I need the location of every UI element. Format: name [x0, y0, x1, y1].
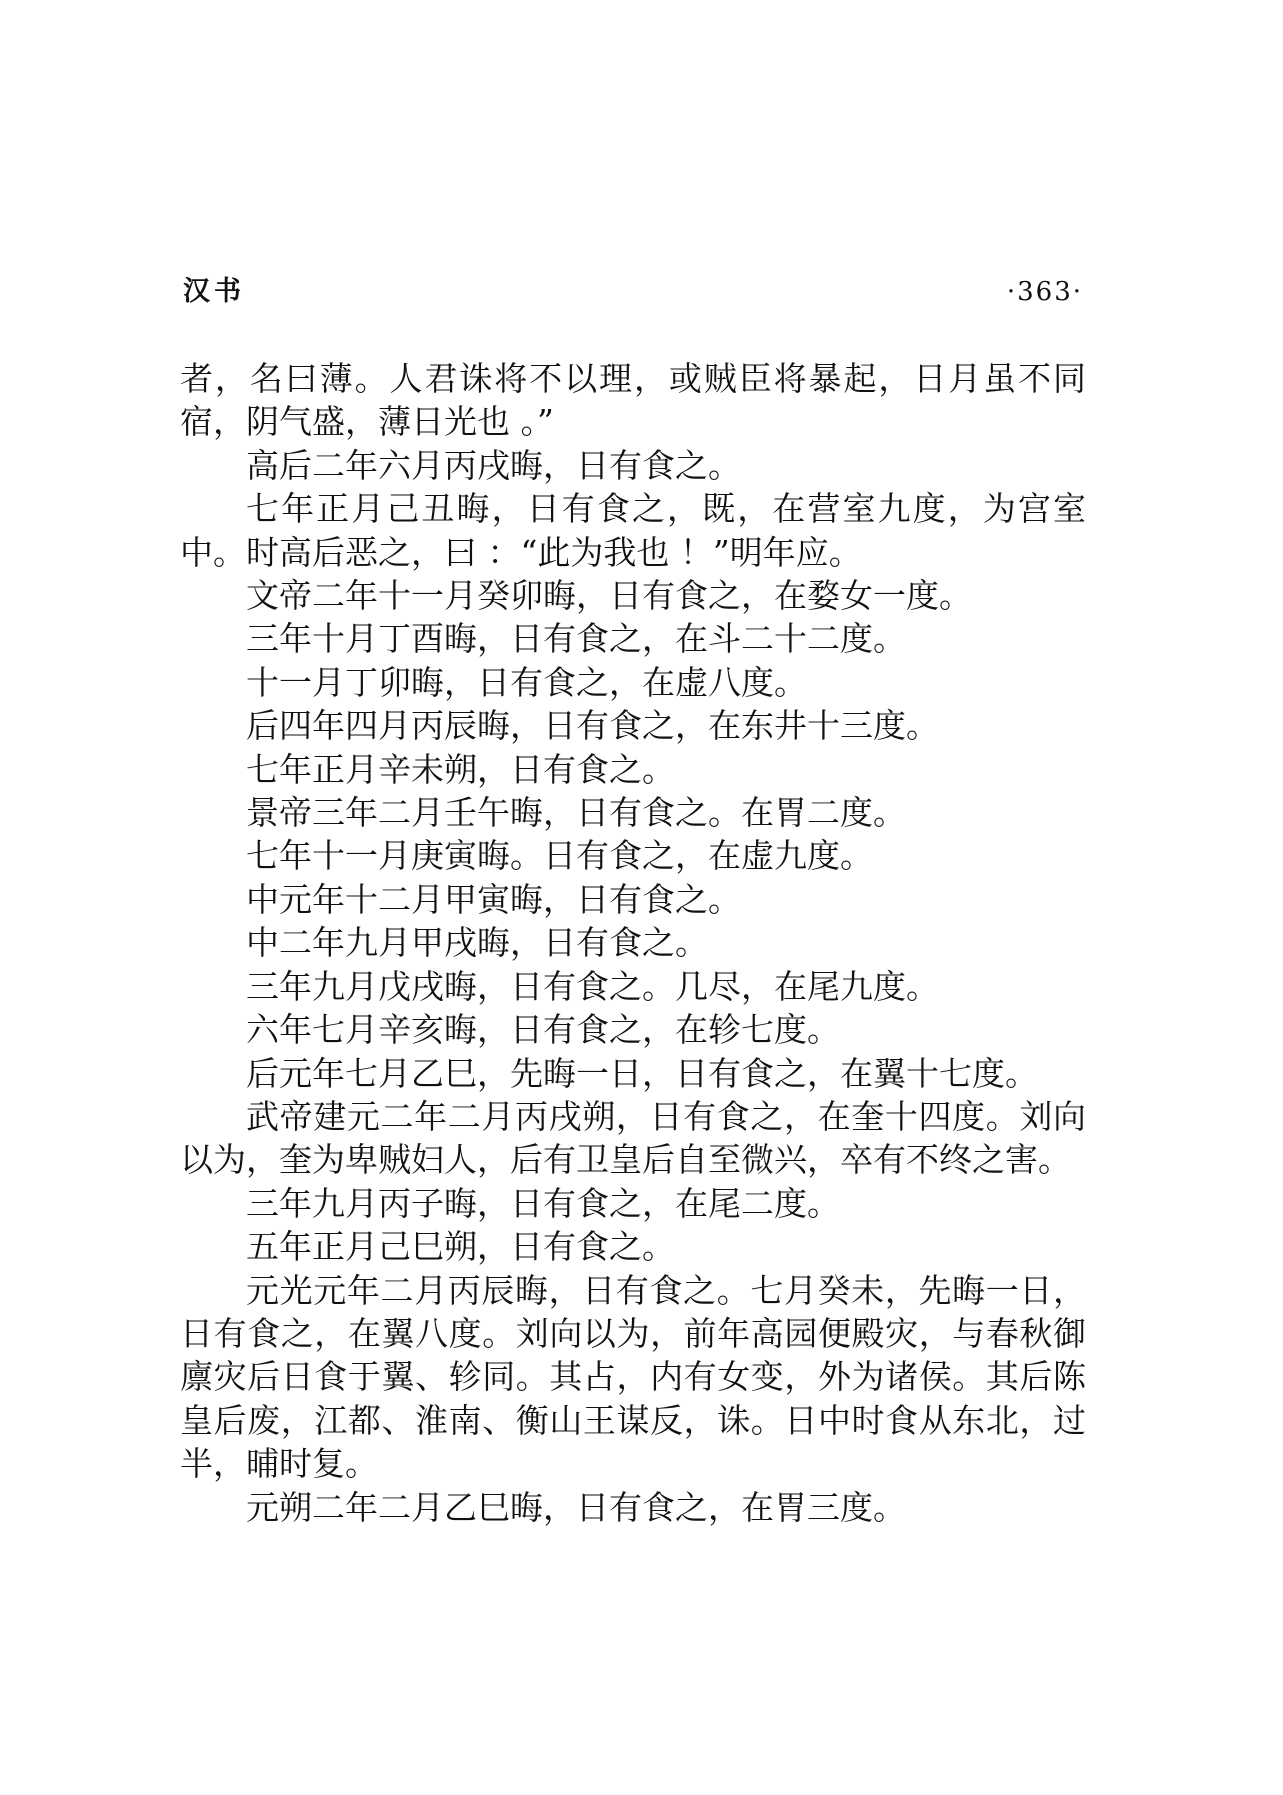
paragraph: 后元年七月乙巳，先晦一日，日有食之，在翼十七度。 — [246, 1053, 1038, 1093]
paragraph: 七年正月辛未朔，日有食之。 — [246, 749, 675, 789]
paragraph: 中元年十二月甲寅晦，日有食之。 — [246, 879, 741, 919]
paragraph: 三年九月丙子晦，日有食之，在尾二度。 — [246, 1183, 840, 1223]
paragraph: 高后二年六月丙戌晦，日有食之。 — [246, 445, 741, 485]
text-body — [180, 357, 1086, 1529]
page-header — [183, 270, 1083, 314]
paragraph: 者，名曰薄。人君诛将不以理，或贼臣将暴起，日月虽不同宿，阴气盛，薄日光也 。” — [180, 359, 1086, 442]
paragraph: 景帝三年二月壬午晦，日有食之。在胃二度。 — [246, 793, 906, 833]
paragraph: 元朔二年二月乙巳晦，日有食之，在胃三度。 — [246, 1487, 906, 1527]
paragraph: 中二年九月甲戌晦，日有食之。 — [246, 923, 708, 963]
paragraph: 十一月丁卯晦，日有食之，在虚八度。 — [246, 662, 807, 702]
paragraph: 七年正月己丑晦，日有食之，既，在营室九度，为宫室中。时高后恶之，曰 ：“此为我也 ！”明年应。 — [180, 489, 1086, 572]
paragraph: 后四年四月丙辰晦，日有食之，在东井十三度。 — [246, 706, 939, 746]
paragraph: 三年十月丁酉晦，日有食之，在斗二十二度。 — [246, 619, 906, 659]
paragraph: 三年九月戊戌晦，日有食之。几尽，在尾九度。 — [246, 966, 939, 1006]
paragraph: 武帝建元二年二月丙戌朔，日有食之，在奎十四度。刘向以为，奎为卑贼妇人，后有卫皇后自至微兴，卒有不终之害。 — [180, 1096, 1086, 1180]
paragraph: 七年十一月庚寅晦。日有食之，在虚九度。 — [246, 836, 873, 876]
book-title: 汉书 — [183, 276, 245, 307]
paragraph: 六年七月辛亥晦，日有食之，在轸七度。 — [246, 1010, 840, 1050]
paragraph: 文帝二年十一月癸卯晦，日有食之，在婺女一度。 — [246, 576, 972, 616]
paragraph: 元光元年二月丙辰晦，日有食之。七月癸未，先晦一日，日有食之，在翼八度。刘向以为，前年高园便殿灾，与春秋御廪灾后日食于翼、轸同。其占，内有女变，外为诸侯。其后陈皇后废，江都、淮南、衡山王谋反，诛。日中时食从东北，过半，晡时复。 — [180, 1270, 1086, 1484]
paragraph: 五年正月己巳朔，日有食之。 — [246, 1227, 675, 1267]
page-number: ·363· — [1006, 277, 1083, 307]
